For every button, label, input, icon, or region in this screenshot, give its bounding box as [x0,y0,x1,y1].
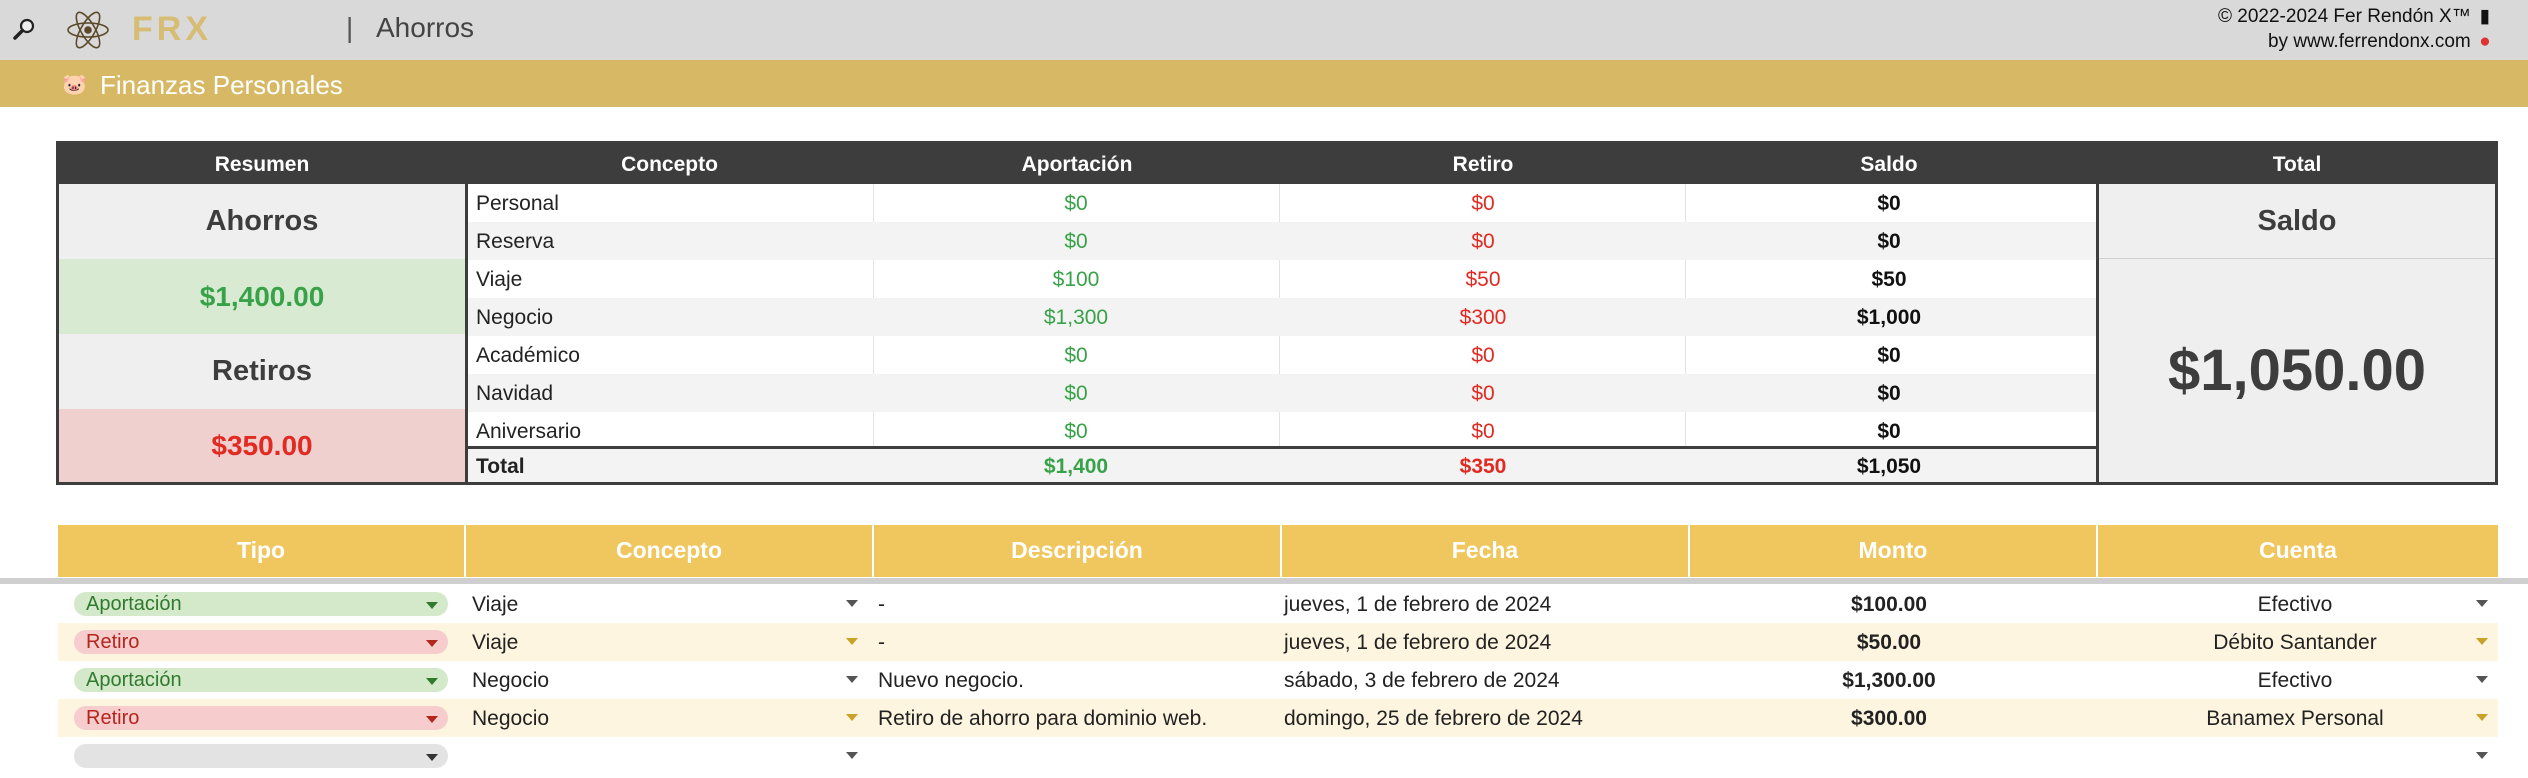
summary-row[interactable] [468,374,2096,412]
chevron-down-icon[interactable] [426,602,438,609]
tipo-value: Aportación [86,593,182,615]
total-label: Total [476,455,525,478]
summary-concept: Aniversario [476,420,582,443]
transaction-row-empty[interactable] [58,737,2498,775]
retiros-value: $350.00 [59,409,465,482]
tipo-dropdown[interactable] [74,630,448,654]
tipo-dropdown[interactable] [74,744,448,768]
tx-header-monto[interactable]: Monto [1858,537,1928,563]
summary-header-resumen: Resumen [214,153,310,176]
summary-row[interactable] [468,412,2096,450]
copyright-block [2218,4,2494,54]
tx-header-tipo[interactable]: Tipo [236,537,286,563]
chevron-down-icon[interactable] [846,752,858,759]
top-bar [0,0,2528,60]
chevron-down-icon[interactable] [2476,676,2488,683]
chevron-down-icon[interactable] [426,716,438,723]
transaction-row[interactable] [58,699,2498,737]
transaction-row[interactable] [58,661,2498,699]
saldo-total-value: $1,050.00 [2167,338,2427,403]
summary-header-saldo: Saldo [1860,153,1918,176]
summary-retiro: $0 [1471,382,1495,405]
tipo-value: Retiro [86,631,140,653]
summary-concept: Viaje [476,268,523,291]
fecha-cell[interactable]: jueves, 1 de febrero de 2024 [1284,631,1552,654]
summary-saldo: $0 [1877,344,1901,367]
descripcion-cell[interactable]: Retiro de ahorro para dominio web. [878,707,1208,730]
search-icon[interactable] [12,16,38,42]
summary-aportacion: $0 [1064,344,1088,367]
chevron-down-icon[interactable] [846,600,858,607]
summary-concept: Navidad [476,382,554,405]
fecha-cell[interactable]: domingo, 25 de febrero de 2024 [1284,707,1583,730]
pin-icon: ● [2479,31,2491,52]
concepto-cell[interactable]: Viaje [472,593,519,616]
page-title: Ahorros [376,12,475,43]
logo-text: FRX [132,10,212,48]
summary-row[interactable] [468,184,2096,222]
cuenta-cell[interactable]: Efectivo [2257,593,2333,616]
cuenta-cell[interactable]: Banamex Personal [2206,707,2384,730]
tipo-dropdown[interactable] [74,592,448,616]
total-saldo: $1,050 [1856,455,1922,478]
descripcion-cell[interactable]: - [878,593,885,616]
tx-header-concepto[interactable]: Concepto [615,537,723,563]
fecha-cell[interactable]: jueves, 1 de febrero de 2024 [1284,593,1552,616]
copyright-line-2[interactable]: by www.ferrendonx.com [2267,31,2471,52]
concepto-cell[interactable]: Negocio [472,707,550,730]
transactions-header-row [58,525,2498,577]
descripcion-cell[interactable]: - [878,631,885,654]
descripcion-cell[interactable]: Nuevo negocio. [878,669,1024,692]
monto-cell[interactable]: $1,300.00 [1842,669,1936,692]
phone-icon: ▮ [2479,6,2491,27]
summary-row[interactable] [468,222,2096,260]
summary-concept: Negocio [476,306,554,329]
summary-header-concepto: Concepto [621,153,718,176]
summary-header-row [59,144,2495,184]
summary-concept: Académico [476,344,580,367]
fecha-cell[interactable]: sábado, 3 de febrero de 2024 [1284,669,1560,692]
summary-concept-table [465,184,2099,482]
ahorros-value: $1,400.00 [59,259,465,334]
tipo-value: Aportación [86,669,182,691]
summary-aportacion: $0 [1064,230,1088,253]
summary-resumen-column [59,184,465,482]
monto-cell[interactable]: $100.00 [1851,593,1927,616]
pig-icon: 🐷 [62,74,87,96]
chevron-down-icon[interactable] [846,676,858,683]
chevron-down-icon[interactable] [846,638,858,645]
cuenta-cell[interactable]: Efectivo [2257,669,2333,692]
summary-aportacion: $0 [1064,420,1088,443]
concepto-cell[interactable]: Negocio [472,669,550,692]
ahorros-label: Ahorros [59,184,465,259]
transaction-row[interactable] [58,623,2498,661]
summary-row[interactable] [468,298,2096,336]
cuenta-cell[interactable]: Débito Santander [2213,631,2377,654]
monto-cell[interactable]: $300.00 [1851,707,1927,730]
chevron-down-icon[interactable] [846,714,858,721]
summary-saldo: $0 [1877,420,1901,443]
section-band [0,60,2528,107]
summary-header-retiro: Retiro [1452,153,1514,176]
summary-header-total: Total [2272,153,2322,176]
section-title: Finanzas Personales [100,70,343,100]
tipo-value: Retiro [86,707,140,729]
summary-row[interactable] [468,260,2096,298]
summary-aportacion: $0 [1064,382,1088,405]
chevron-down-icon[interactable] [2476,714,2488,721]
summary-retiro: $50 [1465,268,1501,291]
title-separator: | [346,12,354,43]
total-retiro: $350 [1459,455,1507,478]
total-aportacion: $1,400 [1043,455,1109,478]
summary-saldo: $0 [1877,230,1901,253]
summary-row[interactable] [468,336,2096,374]
chevron-down-icon[interactable] [2476,600,2488,607]
tx-header-cuenta[interactable]: Cuenta [2259,537,2337,563]
monto-cell[interactable]: $50.00 [1856,631,1922,654]
summary-retiro: $0 [1471,192,1495,215]
copyright-line-1: © 2022-2024 Fer Rendón X™ [2218,6,2471,27]
summary-aportacion: $1,300 [1043,306,1109,329]
retiros-label: Retiros [59,334,465,409]
summary-saldo: $1,000 [1856,306,1922,329]
tx-header-fecha[interactable]: Fecha [1451,537,1519,563]
summary-concept: Reserva [476,230,555,253]
summary-retiro: $0 [1471,230,1495,253]
saldo-label: Saldo [2099,184,2495,259]
summary-table [56,141,2498,485]
summary-retiro: $0 [1471,344,1495,367]
tipo-dropdown[interactable] [74,706,448,730]
summary-saldo: $0 [1877,382,1901,405]
transaction-row[interactable] [58,585,2498,623]
summary-total-column [2099,184,2495,482]
frozen-row-divider[interactable] [0,578,2528,584]
chevron-down-icon[interactable] [2476,638,2488,645]
summary-retiro: $300 [1459,306,1507,329]
chevron-down-icon[interactable] [426,754,438,761]
summary-retiro: $0 [1471,420,1495,443]
chevron-down-icon[interactable] [426,640,438,647]
summary-aportacion: $100 [1052,268,1100,291]
summary-saldo: $0 [1877,192,1901,215]
summary-total-row[interactable] [468,449,2096,482]
chevron-down-icon[interactable] [2476,752,2488,759]
summary-header-aportacion: Aportación [1021,153,1133,176]
tx-header-descripcion[interactable]: Descripción [1011,537,1143,563]
summary-aportacion: $0 [1064,192,1088,215]
summary-saldo: $50 [1871,268,1907,291]
concepto-cell[interactable]: Viaje [472,631,519,654]
summary-concept: Personal [476,192,559,215]
chevron-down-icon[interactable] [426,678,438,685]
tipo-dropdown[interactable] [74,668,448,692]
